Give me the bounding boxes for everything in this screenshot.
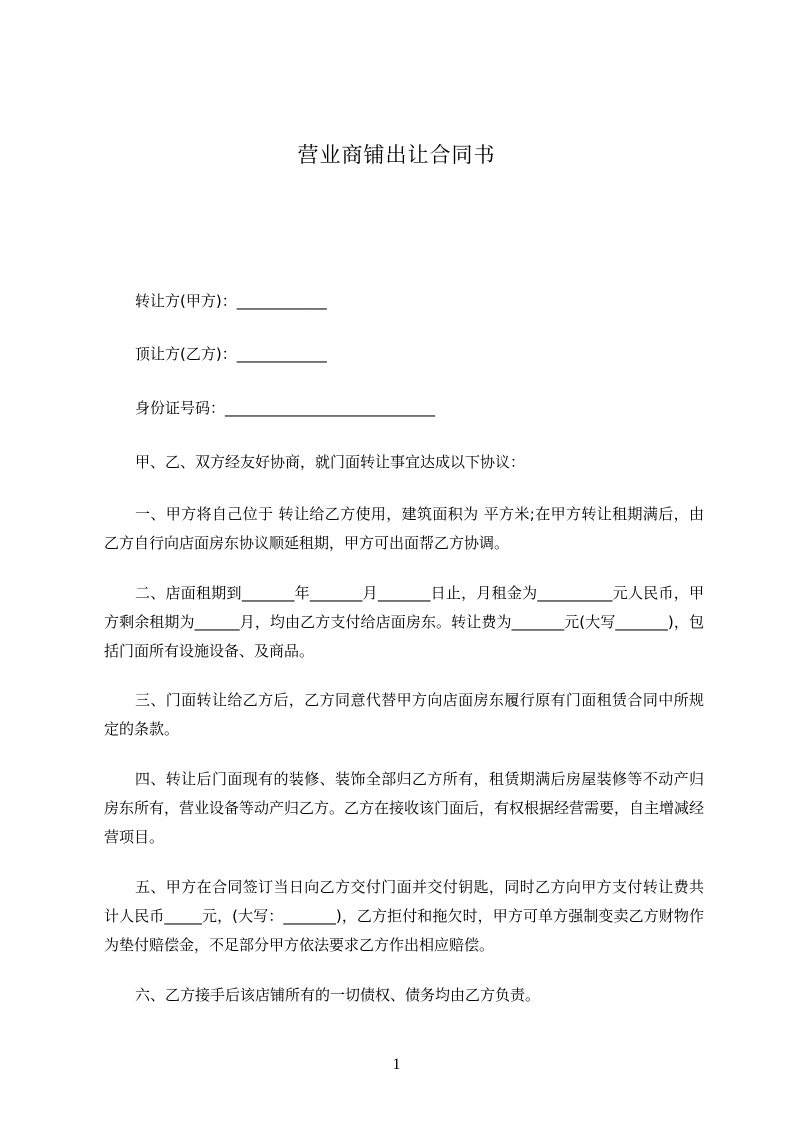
clause-6: 六、乙方接手后该店铺所有的一切债权、债务均由乙方负责。: [135, 986, 541, 1004]
intro-paragraph: 甲、乙、双方经友好协商，就门面转让事宜达成以下协议：: [135, 453, 526, 471]
transferor-field: 转让方(甲方)：____________: [135, 292, 327, 310]
clause-2: 二、店面租期到_______年_______月_______日止，月租金为__________元人民币，甲方剩余租期为______月，均由乙方支付给店面房东。转让费为_______元(大写_______)，包括门面所有设施设备、及商品。: [104, 584, 704, 660]
clause-4: 四、转让后门面现有的装修、装饰全部归乙方所有，租赁期满后房屋装修等不动产归房东所有，营业设备等动产归乙方。乙方在接收该门面后，有权根据经营需要，自主增减经营项目。: [104, 770, 705, 846]
document-title: 营业商铺出让合同书: [297, 143, 496, 167]
page-number: 1: [392, 1056, 401, 1073]
clause-1: 一、甲方将自己位于 转让给乙方使用，建筑面积为 平方米;在甲方转让租期满后，由乙方自行向店面房东协议顺延租期，甲方可出面帮乙方协调。: [104, 505, 704, 552]
id-number-field: 身份证号码：____________________________: [135, 399, 436, 417]
clause-5: 五、甲方在合同签订当日向乙方交付门面并交付钥匙，同时乙方向甲方支付转让费共计人民币_____元，(大写：_______)，乙方拒付和拖欠时，甲方可单方强制变卖乙方财物作为垫付赔偿金，不足部分甲方依法要求乙方作出相应赔偿。: [104, 878, 704, 954]
clause-3: 三、门面转让给乙方后，乙方同意代替甲方向店面房东履行原有门面租赁合同中所规定的条款。: [104, 691, 704, 738]
transferee-field: 顶让方(乙方)：____________: [135, 345, 327, 363]
